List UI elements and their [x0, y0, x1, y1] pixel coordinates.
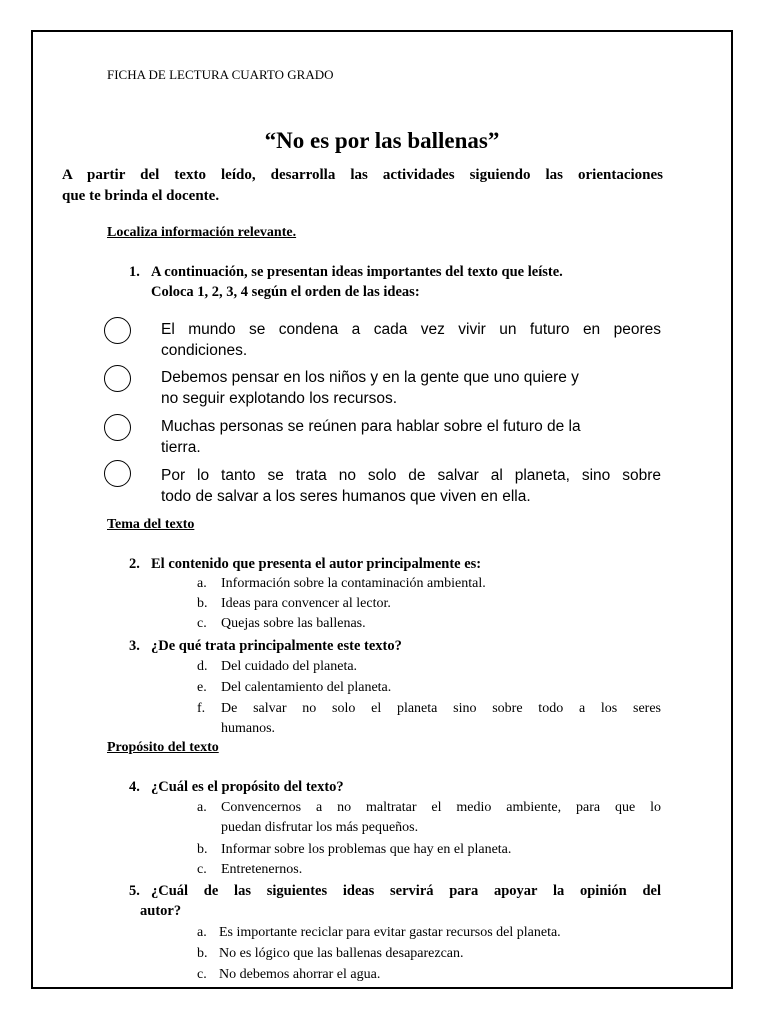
idea-2-line-1: Debemos pensar en los niños y en la gente que uno quiere y [161, 369, 579, 386]
question-5-line-1: ¿Cuál de las siguientes ideas servirá para apoyar la opinión del [151, 883, 661, 899]
question-5-option-a-letter: a. [197, 925, 207, 940]
idea-1-line-1: El mundo se condena a cada vez vivir un futuro en peores [161, 321, 661, 338]
idea-4 [161, 465, 661, 507]
question-3-option-e[interactable]: Del calentamiento del planeta. [221, 680, 392, 695]
question-2-option-c-letter: c. [197, 616, 207, 631]
question-5-option-a[interactable]: Es importante reciclar para evitar gastar recursos del planeta. [219, 925, 561, 940]
worksheet-header: FICHA DE LECTURA CUARTO GRADO [107, 67, 334, 82]
section-heading-proposito: Propósito del texto [107, 740, 219, 755]
question-4-option-a[interactable] [221, 798, 661, 837]
question-4-option-a-letter: a. [197, 800, 207, 815]
question-5-option-c-letter: c. [197, 967, 207, 982]
question-3-text: ¿De qué trata principalmente este texto? [151, 638, 402, 654]
question-5-option-c[interactable]: No debemos ahorrar el agua. [219, 967, 381, 982]
question-3-number: 3. [129, 638, 140, 654]
intro-instructions [62, 165, 663, 207]
idea-2-line-2: no seguir explotando los recursos. [161, 390, 398, 407]
idea-1 [161, 319, 661, 361]
question-3-option-f-line-1: De salvar no solo el planeta sino sobre todo a los seres [221, 701, 661, 716]
question-4-option-a-line-1: Convencernos a no maltratar el medio ambiente, para que lo [221, 800, 661, 815]
order-answer-circle-2[interactable] [104, 365, 131, 392]
idea-1-line-2: condiciones. [161, 342, 248, 359]
question-4-option-b[interactable]: Informar sobre los problemas que hay en el planeta. [221, 842, 512, 857]
question-4-text: ¿Cuál es el propósito del texto? [151, 779, 344, 795]
idea-3 [161, 416, 581, 458]
question-3-option-d[interactable]: Del cuidado del planeta. [221, 659, 358, 674]
question-1-line-1: A continuación, se presentan ideas importantes del texto que leíste. [151, 264, 563, 280]
idea-3-line-1: Muchas personas se reúnen para hablar sobre el futuro de la [161, 418, 581, 435]
idea-4-line-2: todo de salvar a los seres humanos que viven en ella. [161, 488, 531, 505]
question-5-option-b[interactable]: No es lógico que las ballenas desaparezcan. [219, 946, 464, 961]
question-5-number: 5. [129, 883, 140, 899]
question-2-option-a[interactable]: Información sobre la contaminación ambiental. [221, 576, 486, 591]
question-3-option-f[interactable] [221, 699, 661, 738]
idea-4-line-1: Por lo tanto se trata no solo de salvar al planeta, sino sobre [161, 467, 661, 484]
question-1-line-2: Coloca 1, 2, 3, 4 según el orden de las ideas: [151, 284, 420, 300]
idea-2 [161, 367, 579, 409]
question-2-option-c[interactable]: Quejas sobre las ballenas. [221, 616, 366, 631]
intro-line-2: que te brinda el docente. [62, 188, 220, 204]
order-answer-circle-3[interactable] [104, 414, 131, 441]
order-answer-circle-4[interactable] [104, 460, 131, 487]
question-3-option-e-letter: e. [197, 680, 207, 695]
question-2-number: 2. [129, 556, 140, 572]
question-4-option-c[interactable]: Entretenernos. [221, 862, 303, 877]
question-4-number: 4. [129, 779, 140, 795]
order-answer-circle-1[interactable] [104, 317, 131, 344]
question-3-option-f-line-2: humanos. [221, 720, 276, 736]
page-title: “No es por las ballenas” [264, 128, 500, 153]
question-2-option-a-letter: a. [197, 576, 207, 591]
idea-3-line-2: tierra. [161, 439, 201, 456]
question-2-option-b[interactable]: Ideas para convencer al lector. [221, 596, 391, 611]
question-4-option-a-line-2: puedan disfrutar los más pequeños. [221, 819, 419, 835]
question-1-text [151, 262, 563, 302]
question-2-option-b-letter: b. [197, 596, 208, 611]
section-heading-tema: Tema del texto [107, 517, 195, 532]
section-heading-localiza: Localiza información relevante. [107, 225, 297, 240]
question-3-option-f-letter: f. [197, 701, 206, 716]
worksheet-page [31, 30, 733, 989]
question-4-option-b-letter: b. [197, 842, 208, 857]
question-1-number: 1. [129, 264, 140, 280]
question-3-option-d-letter: d. [197, 659, 208, 674]
question-5-text [151, 881, 661, 901]
question-4-option-c-letter: c. [197, 862, 207, 877]
question-5-option-b-letter: b. [197, 946, 208, 961]
question-5-line-2: autor? [140, 903, 182, 919]
question-2-text: El contenido que presenta el autor principalmente es: [151, 556, 482, 572]
intro-line-1: A partir del texto leído, desarrolla las actividades siguiendo las orientaciones [62, 167, 663, 183]
